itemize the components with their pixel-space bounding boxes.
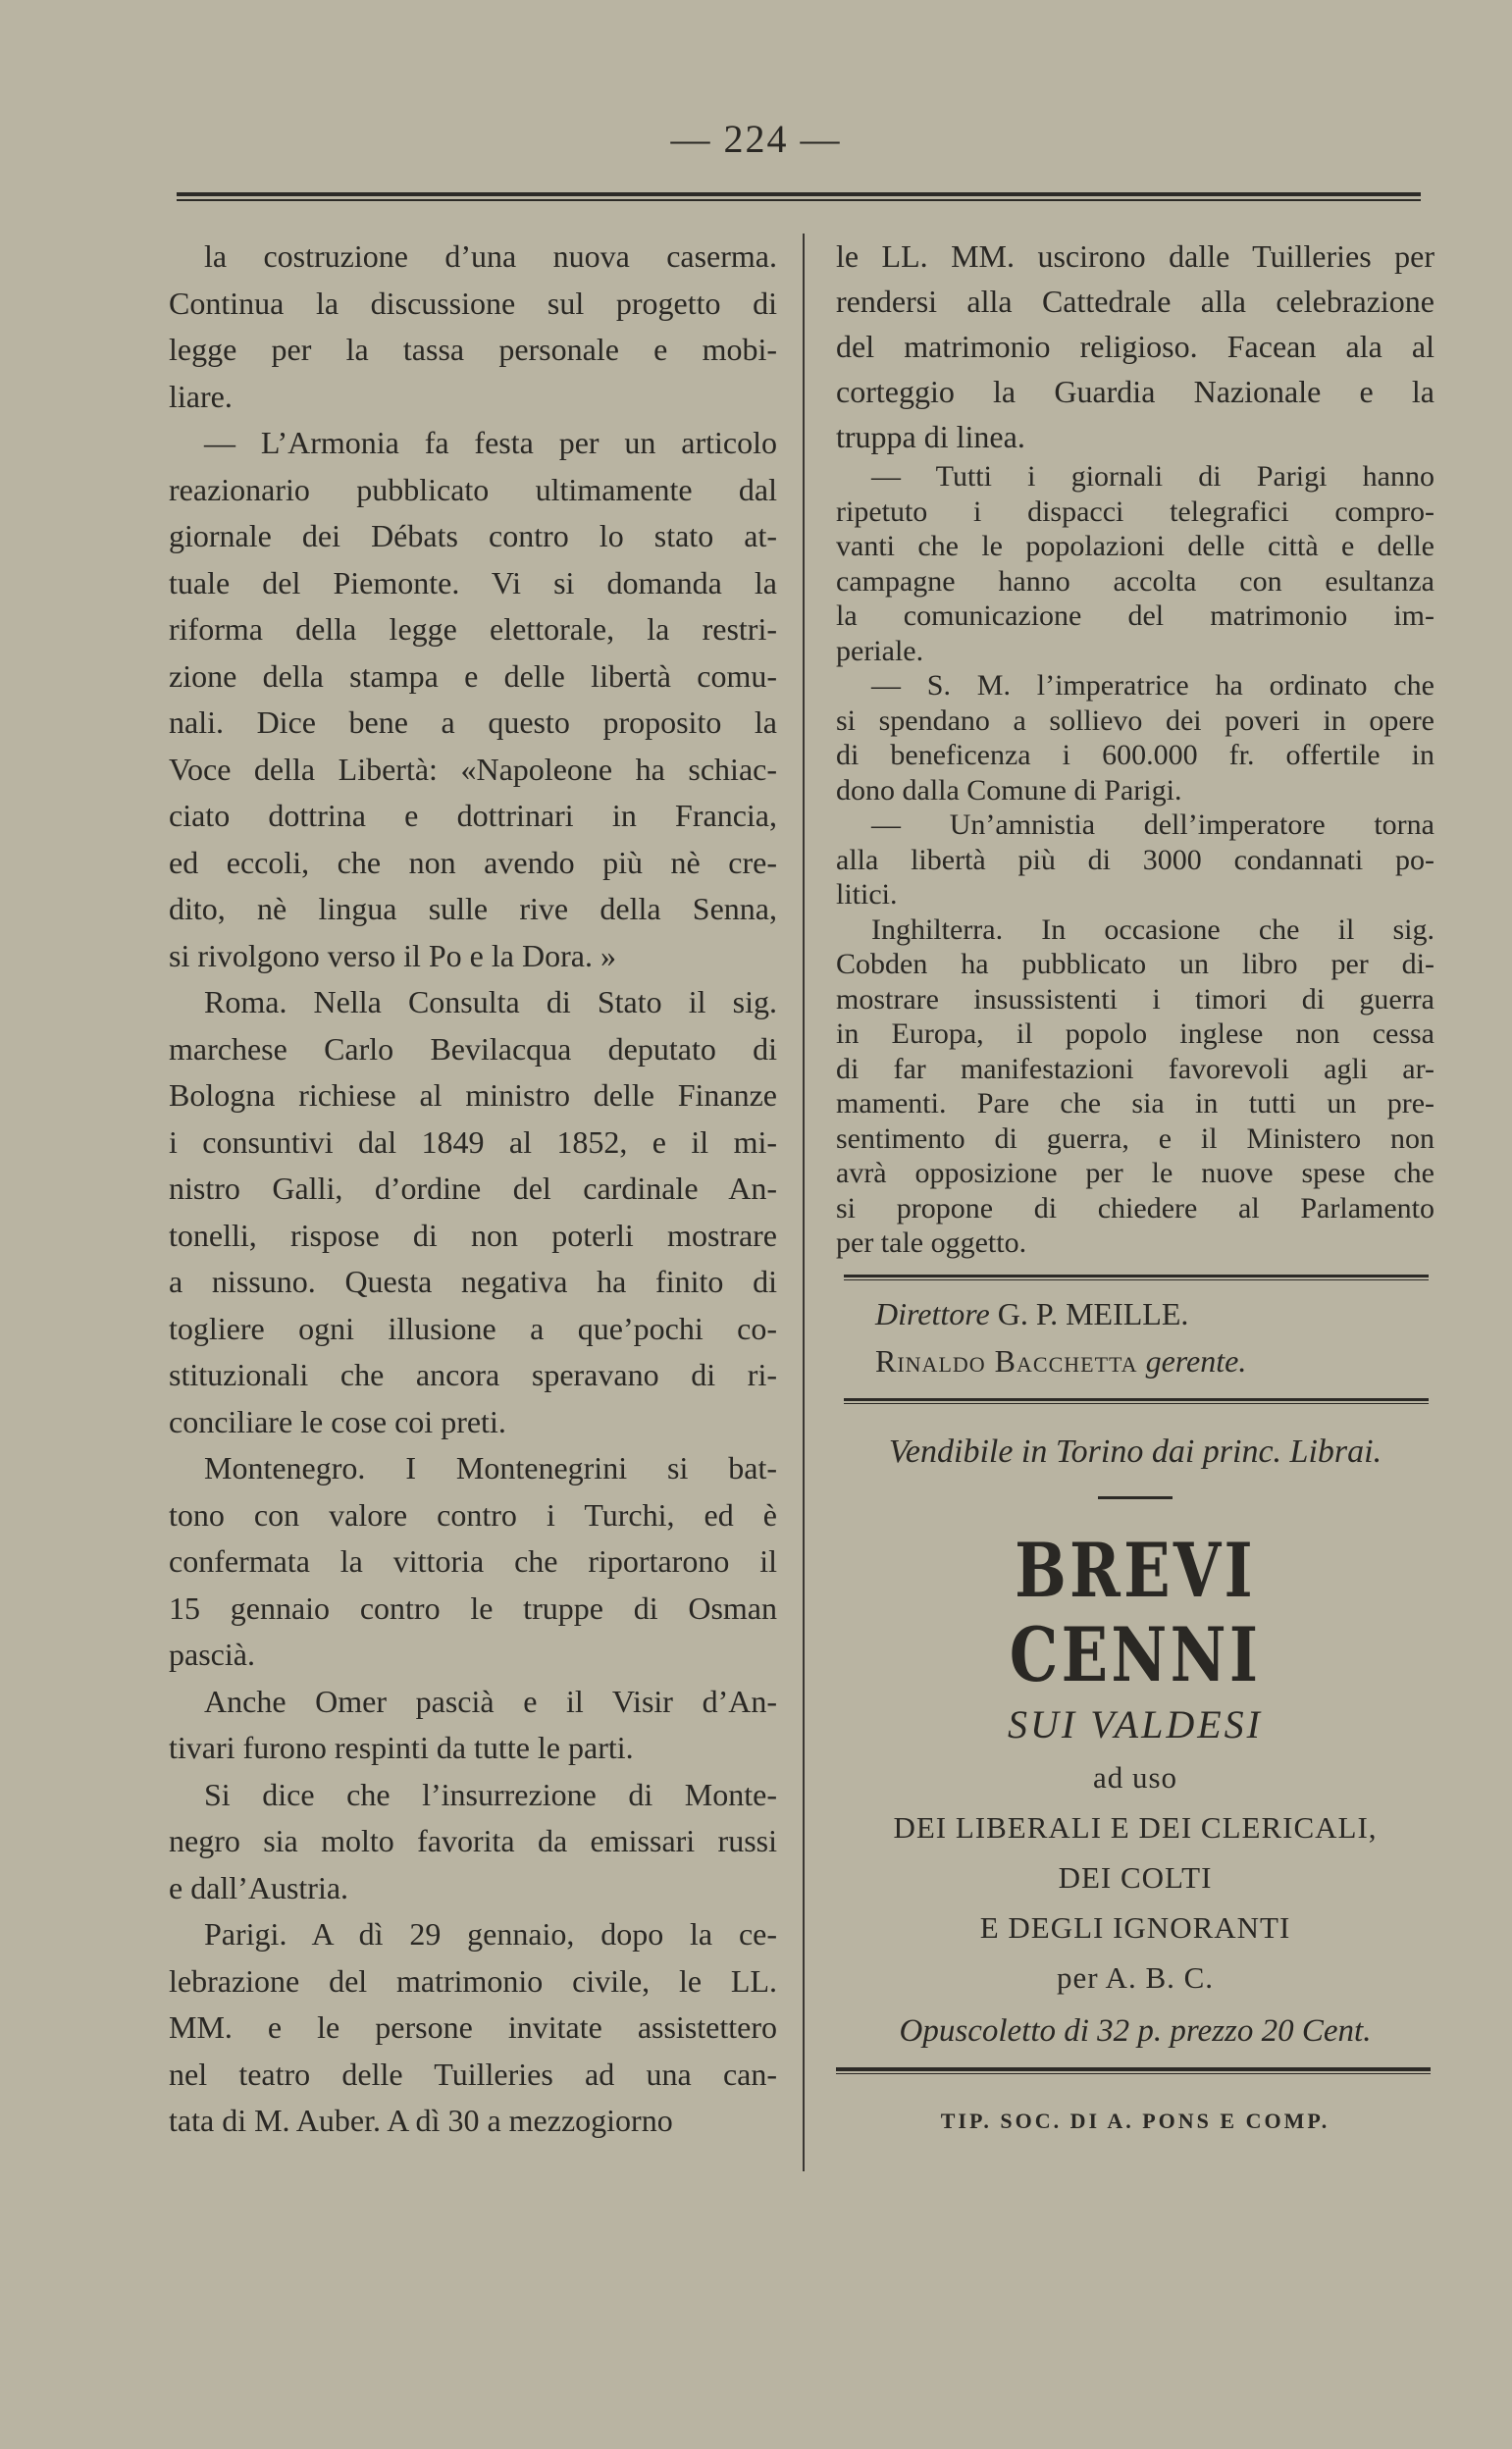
text-line: vanti che le popolazioni delle città e delle [836, 530, 1434, 562]
director-line [875, 1290, 1434, 1337]
text-line: in Europa, il popolo inglese non cessa [836, 1017, 1434, 1050]
printer-imprint: TIP. SOC. DI A. PONS E COMP. [940, 2108, 1330, 2133]
right-column [836, 234, 1434, 2144]
text-line: Si dice che l’insurrezione di Monte- [204, 1776, 777, 1812]
advert-line-5: per A. B. C. [1056, 1959, 1215, 1995]
text-line: legge per la tassa personale e mobi- [169, 332, 777, 367]
advert-price: Opuscoletto di 32 p. prezzo 20 Cent. [899, 2012, 1372, 2049]
manager-name: Rinaldo Bacchetta [875, 1342, 1138, 1379]
paragraph [836, 808, 1434, 912]
advert-line-3: DEI COLTI [1058, 1859, 1213, 1895]
text-line: Cobden ha pubblicato un libro per di- [836, 948, 1434, 980]
text-line: corteggio la Guardia Nazionale e la [836, 374, 1434, 409]
text-line: periale. [836, 634, 924, 667]
text-line: Parigi. A dì 29 gennaio, dopo la ce- [204, 1916, 777, 1952]
director-name: G. P. MEILLE. [997, 1295, 1189, 1331]
header-rule [177, 192, 1421, 202]
text-line: Anche Omer pascià e il Visir d’An- [204, 1683, 777, 1719]
paragraph [836, 459, 1434, 668]
director-role: Direttore [875, 1295, 990, 1331]
text-line: togliere ogni illusione a que’pochi co- [169, 1310, 777, 1346]
text-line: ripetuto i dispacci telegrafici compro- [836, 495, 1434, 528]
text-line: nel teatro delle Tuilleries ad una can- [169, 2056, 777, 2092]
text-line: mamenti. Pare che sia in tutti un pre- [836, 1087, 1434, 1120]
text-line: mostrare insussistenti i timori di guerra [836, 982, 1434, 1016]
text-line: tonelli, rispose di non poterli mostrare [169, 1217, 777, 1253]
text-line: alla libertà più di 3000 condannati po- [836, 843, 1434, 876]
manager-role: gerente. [1145, 1342, 1247, 1379]
text-line: marchese Carlo Bevilacqua deputato di [169, 1030, 777, 1067]
advert-title: BREVI CENNI [1009, 1526, 1262, 1698]
credits [836, 1290, 1434, 1384]
paragraph [169, 1679, 777, 1772]
text-line: la costruzione d’una nuova caserma. [204, 238, 777, 274]
text-line: sentimento di guerra, e il Ministero non [836, 1121, 1434, 1155]
text-line: Montenegro. I Montenegrini si bat- [204, 1450, 777, 1485]
text-line: tata di M. Auber. A dì 30 a mezzogiorno [169, 2103, 673, 2138]
sold-at-notice: Vendibile in Torino dai princ. Librai. [888, 1433, 1382, 1470]
text-line: a nissuno. Questa negativa ha finito di [169, 1264, 777, 1299]
text-line: si propone di chiedere al Parlamento [836, 1191, 1434, 1224]
text-line: avrà opposizione per le nuove spese che [836, 1157, 1434, 1189]
footer-rule [836, 2067, 1431, 2075]
paragraph [836, 912, 1434, 1261]
advert-subtitle: SUI VALDESI [1008, 1701, 1263, 1746]
text-line: litici. [836, 878, 898, 911]
text-line: si rivolgono verso il Po e la Dora. » [169, 937, 616, 973]
text-line: negro sia molto favorita da emissari russi [169, 1823, 777, 1858]
right-column-top-text [836, 234, 1434, 459]
text-line: rendersi alla Cattedrale alla celebrazione [836, 284, 1434, 319]
text-line: — L’Armonia fa festa per un articolo [204, 425, 777, 460]
text-line: MM. e le persone invitate assistettero [169, 2009, 777, 2045]
left-column [169, 234, 777, 2145]
text-line: tono con valore contro i Turchi, ed è [169, 1496, 777, 1533]
right-column-news [836, 459, 1434, 1261]
text-line: dono dalla Comune di Parigi. [836, 773, 1182, 807]
column-divider [803, 234, 805, 2171]
paragraph [169, 1772, 777, 1912]
text-line: Roma. Nella Consulta di Stato il sig. [204, 984, 777, 1019]
paragraph [169, 1911, 777, 2145]
paragraph [836, 668, 1434, 808]
text-line: nistro Galli, d’ordine del cardinale An- [169, 1171, 777, 1206]
text-line: — Un’amnistia dell’imperatore torna [871, 808, 1434, 841]
text-line: di far manifestazioni favorevoli agli ar- [836, 1052, 1434, 1085]
text-line: reazionario pubblicato ultimamente dal [169, 471, 777, 507]
text-line: Continua la discussione sul progetto di [169, 285, 777, 321]
text-line: conciliare le cose coi preti. [169, 1403, 506, 1439]
text-line: le LL. MM. uscirono dalle Tuilleries per [836, 238, 1434, 274]
credits-rule [844, 1275, 1429, 1280]
advert-line-1: ad uso [1092, 1759, 1178, 1795]
text-line: lebrazione del matrimonio civile, le LL. [169, 1962, 777, 1999]
text-line: campagne hanno accolta con esultanza [836, 564, 1434, 598]
paragraph [169, 979, 777, 1445]
text-line: — S. M. l’imperatrice ha ordinato che [871, 669, 1434, 702]
short-rule [1098, 1496, 1173, 1499]
text-line: dito, nè lingua sulle rive della Senna, [169, 891, 777, 926]
page-number: — 224 — [670, 117, 842, 161]
paragraph [169, 420, 777, 979]
text-line: ed eccoli, che non avendo più nè cre- [169, 844, 777, 880]
text-line: zione della stampa e delle libertà comu- [169, 657, 777, 694]
text-line: la comunicazione del matrimonio im- [836, 599, 1434, 632]
text-line: di beneficenza i 600.000 fr. offertile in [836, 739, 1434, 771]
text-line: e dall’Austria. [169, 1869, 349, 1905]
text-line: riforma della legge elettorale, la restri- [169, 611, 777, 647]
text-line: Inghilterra. In occasione che il sig. [871, 912, 1434, 946]
advert-line-4: E DEGLI IGNORANTI [979, 1909, 1291, 1945]
text-line: i consuntivi dal 1849 al 1852, e il mi- [169, 1123, 777, 1160]
advert-line-2: DEI LIBERALI E DEI CLERICALI, [893, 1809, 1378, 1845]
text-line: confermata la vittoria che riportarono il [169, 1543, 777, 1579]
paragraph [836, 234, 1434, 459]
text-line: nali. Dice bene a questo proposito la [169, 704, 777, 740]
advert-rule [844, 1398, 1429, 1404]
text-line: 15 gennaio contro le truppe di Osman [169, 1589, 777, 1626]
text-line: liare. [169, 378, 233, 414]
text-line: truppa di linea. [836, 419, 1025, 454]
text-line: Bologna richiese al ministro delle Finanze [169, 1077, 777, 1113]
text-line: si spendano a sollievo dei poveri in opere [836, 703, 1434, 737]
text-line: Voce della Libertà: «Napoleone ha schiac- [169, 751, 777, 787]
text-line: del matrimonio religioso. Facean ala al [836, 329, 1434, 364]
text-line: giornale dei Débats contro lo stato at- [169, 518, 777, 553]
text-line: — Tutti i giornali di Parigi hanno [871, 460, 1434, 493]
paragraph [169, 234, 777, 420]
text-line: pascià. [169, 1637, 255, 1672]
text-line: stituzionali che ancora speravano di ri- [169, 1357, 777, 1392]
manager-line [875, 1337, 1434, 1384]
paragraph [169, 1445, 777, 1679]
text-line: ciato dottrina e dottrinari in Francia, [169, 798, 777, 833]
text-line: tivari furono respinti da tutte le parti. [169, 1730, 634, 1765]
text-line: per tale oggetto. [836, 1226, 1027, 1259]
text-line: tuale del Piemonte. Vi si domanda la [169, 564, 777, 600]
